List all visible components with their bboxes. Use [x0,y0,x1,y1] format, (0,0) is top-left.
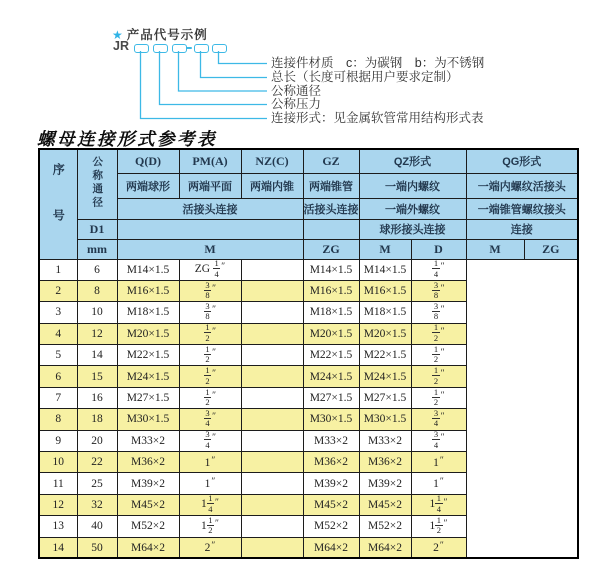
header-qz-sub3: 球形接头连接 [359,219,466,239]
table-cell: 1 $\frac{1}{4}$ ″ [179,494,241,515]
header-qz-sub2: 一端外螺纹 [359,198,466,219]
table-cell: 7 [39,387,77,408]
table-cell: M45×2 [117,494,179,515]
table-cell: 8 [39,409,77,430]
table-row [39,366,578,387]
table-row [39,473,578,494]
header-mm: mm [77,239,117,259]
header-col-q: Q(D) [117,149,179,173]
label-connection-form: 连接形式：见金属软管常用结构形式表 [271,111,484,125]
label-material: 连接件材质 c：为碳钢 b：为不锈钢 [271,56,485,70]
table-cell [241,302,303,323]
table-cell: 4 [39,323,77,344]
table-cell: 16 [77,387,117,408]
header-col-qz: QZ形式 [359,149,466,173]
table-cell [241,516,303,537]
table-cell: M18×1.5 [359,302,411,323]
nut-connection-reference-table [38,148,579,559]
table-cell [241,345,303,366]
table-cell: 18 [77,409,117,430]
table-cell: M18×1.5 [303,302,359,323]
table-cell: M45×2 [303,494,359,515]
table-row [39,259,578,280]
table-cell: M20×1.5 [117,323,179,344]
table-cell: M52×2 [117,516,179,537]
header-pm-sub: 两端平面 [179,173,241,198]
table-row [39,323,578,344]
table-row [39,302,578,323]
header-m3: M [466,239,524,259]
table-cell: M39×2 [303,473,359,494]
table-cell: M45×2 [359,494,411,515]
table-cell: M16×1.5 [303,280,359,301]
table-cell: M24×1.5 [359,366,411,387]
table-cell: M14×1.5 [303,259,359,280]
table-cell [241,430,303,451]
table-cell: 10 [39,452,77,473]
table-cell: 6 [39,366,77,387]
header-m1: M [117,239,303,259]
header-qg-sub2: 一端锥管螺纹接头 [466,198,578,219]
table-cell: M27×1.5 [359,387,411,408]
table-cell: M16×1.5 [359,280,411,301]
header-empty-1 [117,219,303,239]
table-cell: $\frac{3}{8}$ ″ [411,302,466,323]
table-cell: 11 [39,473,77,494]
table-cell: $\frac{3}{8}$ ″ [179,302,241,323]
table-cell: 1 $\frac{1}{2}$ ″ [179,516,241,537]
table-cell [241,366,303,387]
table-row [39,494,578,515]
header-d2: D [411,239,466,259]
table-cell: $\frac{3}{4}$ ″ [411,430,466,451]
table-cell: $\frac{1}{2}$ ″ [179,366,241,387]
table-cell: M36×2 [303,452,359,473]
header-empty-2 [303,219,359,239]
table-cell [241,409,303,430]
table-cell: 14 [77,345,117,366]
table-cell [241,452,303,473]
table-cell: M33×2 [117,430,179,451]
table-cell: M39×2 [359,473,411,494]
table-cell: $\frac{1}{2}$ ″ [411,366,466,387]
table-title: 螺母连接形式参考表 [37,129,217,149]
table-cell: M24×1.5 [303,366,359,387]
table-row [39,409,578,430]
table-cell: 20 [77,430,117,451]
table-cell: M20×1.5 [303,323,359,344]
table-cell: $\frac{1}{2}$ ″ [179,345,241,366]
table-cell: M64×2 [117,537,179,558]
table-cell: M24×1.5 [117,366,179,387]
label-nominal-pressure: 公称压力 [271,97,322,111]
header-union1: 活接头连接 [117,198,303,219]
header-col-qg: QG形式 [466,149,578,173]
table-cell: M22×1.5 [117,345,179,366]
code-prefix: JR [113,39,129,53]
table-cell: M64×2 [359,537,411,558]
table-cell: 50 [77,537,117,558]
table-row [39,430,578,451]
table-cell: M22×1.5 [303,345,359,366]
header-nz-sub: 两端内锥 [241,173,303,198]
table-cell [241,280,303,301]
header-d1: D1 [77,219,117,239]
table-row [39,387,578,408]
table-cell [241,537,303,558]
table-cell: $\frac{1}{2}$ ″ [411,387,466,408]
star-icon: ★ [112,28,124,42]
table-cell: $\frac{3}{4}$ ″ [179,430,241,451]
table-cell: $\frac{3}{8}$ ″ [179,280,241,301]
table-cell: 40 [77,516,117,537]
table-cell: 2″ [179,537,241,558]
table-cell: 6 [77,259,117,280]
header-qz-sub1: 一端内螺纹 [359,173,466,198]
table-cell: 1″ [411,473,466,494]
table-cell: $\frac{3}{4}$ ″ [411,409,466,430]
table-cell [241,494,303,515]
table-cell: ZG $\frac{1}{4}$ ″ [179,259,241,280]
header-col-nz: NZ(C) [241,149,303,173]
table-cell: M27×1.5 [303,387,359,408]
diagram-heading-text: 产品代号示例 [126,28,208,42]
table-cell: 1″ [179,473,241,494]
table-cell: M27×1.5 [117,387,179,408]
table-cell: 12 [39,494,77,515]
table-cell: 12 [77,323,117,344]
header-dn: 公称通径 [77,149,117,219]
table-cell: M39×2 [117,473,179,494]
header-union2: 活接头连接 [303,198,359,219]
table-row [39,345,578,366]
header-seq: 序号 [39,149,77,259]
table-cell: 8 [77,280,117,301]
header-col-pm: PM(A) [179,149,241,173]
header-zg3: ZG [524,239,578,259]
table-cell: $\frac{1}{2}$ ″ [411,323,466,344]
table-cell: $\frac{1}{2}$ ″ [411,345,466,366]
header-m2: M [359,239,411,259]
table-cell [241,323,303,344]
header-gz-sub: 两端锥管 [303,173,359,198]
table-cell [241,473,303,494]
table-cell: 9 [39,430,77,451]
table-cell: $\frac{3}{4}$ ″ [179,409,241,430]
table-cell: 2 [39,280,77,301]
label-total-length: 总长（长度可根据用户要求定制） [271,70,459,84]
table-cell: M18×1.5 [117,302,179,323]
table-cell: M64×2 [303,537,359,558]
table-cell: M20×1.5 [359,323,411,344]
header-q-sub: 两端球形 [117,173,179,198]
table-cell: 1″ [411,452,466,473]
table-cell: 10 [77,302,117,323]
table-cell: M30×1.5 [117,409,179,430]
header-qg-sub3: 连接 [466,219,578,239]
table-row [39,280,578,301]
table-cell: M33×2 [303,430,359,451]
table-cell: 13 [39,516,77,537]
table-cell: 5 [39,345,77,366]
header-col-gz: GZ [303,149,359,173]
table-row [39,516,578,537]
table-cell: M16×1.5 [117,280,179,301]
table-cell: $\frac{1}{2}$ ″ [179,387,241,408]
table-cell: $\frac{1}{4}$ ″ [411,259,466,280]
table-cell [241,259,303,280]
table-cell: 15 [77,366,117,387]
table-cell: M14×1.5 [359,259,411,280]
table-cell: M36×2 [117,452,179,473]
header-zg1: ZG [303,239,359,259]
table-cell: M30×1.5 [359,409,411,430]
table-cell: 1 $\frac{1}{2}$ ″ [411,516,466,537]
table-cell: M52×2 [359,516,411,537]
label-nominal-diameter: 公称通径 [271,84,322,98]
table-cell: M52×2 [303,516,359,537]
header-qg-sub1: 一端内螺纹活接头 [466,173,578,198]
table-cell: 3 [39,302,77,323]
table-cell: 14 [39,537,77,558]
table-cell: 1″ [179,452,241,473]
table-cell: M36×2 [359,452,411,473]
table-cell: 1 [39,259,77,280]
table-row [39,452,578,473]
table-cell: 22 [77,452,117,473]
table-row [39,537,578,558]
table-cell: 1 $\frac{1}{4}$ ″ [411,494,466,515]
table-cell: M22×1.5 [359,345,411,366]
table-cell: 2″ [411,537,466,558]
table-cell: 25 [77,473,117,494]
table-cell: $\frac{3}{8}$ ″ [411,280,466,301]
table-cell: M30×1.5 [303,409,359,430]
table-cell: M14×1.5 [117,259,179,280]
table-body [39,259,578,558]
table-cell [241,387,303,408]
table-cell: M33×2 [359,430,411,451]
table-cell: 32 [77,494,117,515]
table-cell: $\frac{1}{2}$ ″ [179,323,241,344]
